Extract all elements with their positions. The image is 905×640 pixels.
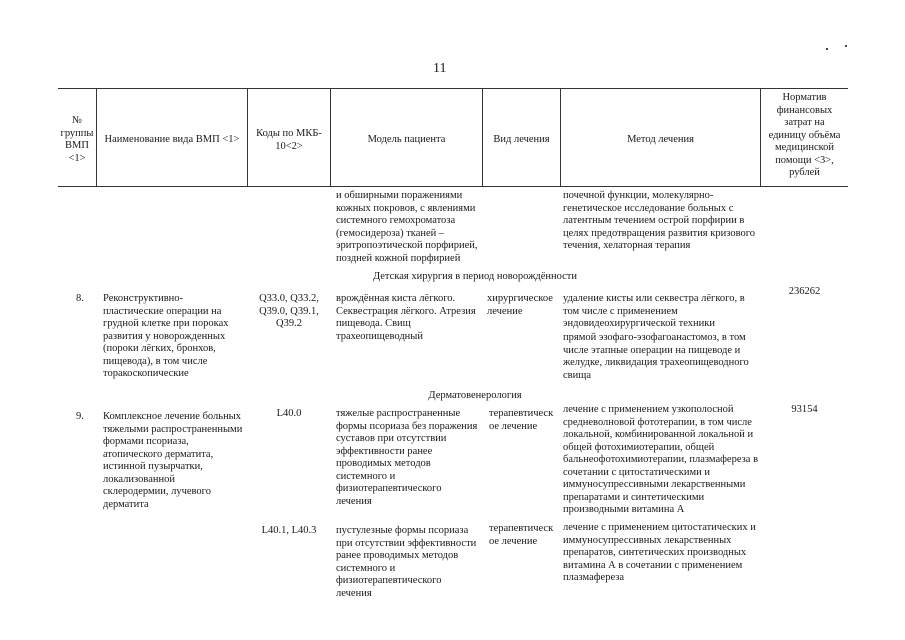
row-patient-model: врождённая киста лёгкого. Секвестрация лёгкого. Атрезия пищевода. Свищ трахеопищеводный: [336, 293, 476, 342]
row-vmp-name: Реконструктивно- пластические операции на грудной клетке при пороках развития у новорожденных (пороки лёгких, бронхов, пищевода), в том числе торакоскопические: [103, 293, 229, 379]
row-treatment-type: терапевтическ ое лечение: [489, 523, 554, 547]
header-icd-codes: Коды по МКБ- 10<2>: [256, 128, 322, 152]
section-title: Дерматовенерология: [428, 390, 522, 401]
header-treatment-type: Вид лечения: [493, 134, 550, 145]
scan-speck: [826, 48, 828, 50]
continuation-treatment-method: почечной функции, молекулярно- генетическое исследование больных с латентным течением острой порфирии в целях предотвращения развития кризового течения, хелаторная терапия: [563, 190, 755, 251]
row-cost-norm: 236262: [788, 286, 821, 297]
section-title: Детская хирургия в период новорождённости: [372, 271, 577, 282]
row-treatment-method: удаление кисты или секвестра лёгкого, в том числе с применением эндовидеохирургической техники: [563, 293, 745, 329]
row-patient-model: тяжелые распространенные формы псориаза без поражения суставов при отсутствии эффективности ранее проводимых методов системного и физиотерапевтического лечения: [336, 408, 478, 507]
row-treatment-method-alt: прямой эзофаго-эзофагоанастомоз, в том числе этапные операции на пищеводе и желудке, ликвидация трахеопищеводного свища: [563, 332, 749, 381]
row-number: 8.: [76, 293, 84, 304]
row-treatment-method: лечение с применением цитостатических и иммуносупрессивных лекарственных препаратов, синтетических производных витамина А в сочетании с применением плазмафереза: [563, 522, 756, 583]
row-patient-model: пустулезные формы псориаза при отсутствии эффективности ранее проводимых методов системного и физиотерапевтического лечения: [336, 525, 477, 599]
header-vmp-name: Наименование вида ВМП <1>: [104, 134, 240, 145]
row-icd-codes: L40.0: [276, 408, 302, 419]
header-treatment-method: Метод лечения: [627, 134, 694, 145]
page-number: 11: [433, 61, 447, 76]
header-bottom-rule: [58, 186, 848, 187]
row-number: 9.: [76, 411, 84, 422]
continuation-patient-model: и обширными поражениями кожных покровов, с явлениями системного гемохроматоза (гемосидероза) тканей – эритропоэтической порфирией, поздней кожной порфирией: [336, 190, 478, 264]
header-cost-norm: Норматив финансовых затрат на единицу объёма медицинской помощи <3>, рублей: [768, 92, 841, 178]
row-vmp-name: Комплексное лечение больных тяжелыми распространенными формами псориаза, атопического дерматита, истинной пузырчатки, локализованной склеродермии, лучевого дерматита: [103, 411, 243, 510]
header-patient-model: Модель пациента: [367, 134, 446, 145]
header-group-number: № группы ВМП <1>: [60, 115, 94, 164]
row-treatment-method: лечение с применением узкополосной средневолновой фототерапии, в том числе локальной, комбинированной локальной и общей фотохимиотерапии, общей бальнеофотохимиотерапии, плазмафереза в сочетании с цитостатическими и иммуносупрессивными лекарственными препаратами и синтетическими производными витамина А: [563, 404, 759, 515]
scan-speck: [845, 45, 847, 47]
header-top-rule: [58, 88, 848, 89]
row-cost-norm: 93154: [791, 404, 818, 415]
row-icd-codes: Q33.0, Q33.2, Q39.0, Q39.1, Q39.2: [259, 293, 319, 329]
row-treatment-type: хирургическое лечение: [487, 293, 553, 317]
row-treatment-type: терапевтическ ое лечение: [489, 408, 554, 432]
row-icd-codes: L40.1, L40.3: [261, 525, 317, 536]
